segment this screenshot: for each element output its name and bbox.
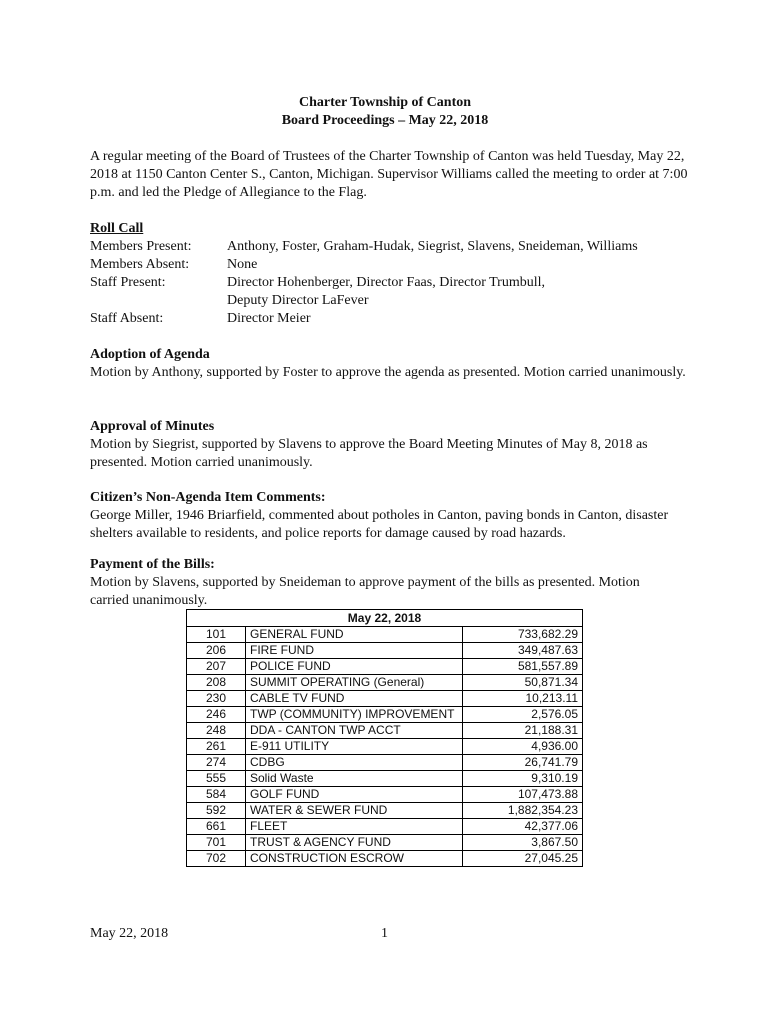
table-row [187,707,583,723]
fund-amount: 26,741.79 [463,755,583,771]
agenda-text: Motion by Anthony, supported by Foster to approve the agenda as presented. Motion carried unanimously. [90,365,686,380]
comments-text: George Miller, 1946 Briarfield, commented about potholes in Canton, paving bonds in Canton, disaster shelters available to residents, and police reports for damage caused by road hazards. [90,508,669,541]
fund-name: GENERAL FUND [246,627,463,643]
fund-name: FIRE FUND [246,643,463,659]
fund-amount: 733,682.29 [463,627,583,643]
fund-code: 584 [187,787,246,803]
table-row [187,819,583,835]
document-subtitle: Board Proceedings – May 22, 2018 [281,113,489,128]
fund-amount: 349,487.63 [463,643,583,659]
members-absent-value: None [227,257,258,272]
fund-code: 207 [187,659,246,675]
table-row [187,755,583,771]
members-present-label: Members Present: [90,239,192,254]
fund-name: E-911 UTILITY [246,739,463,755]
table-row [187,627,583,643]
bills-heading: Payment of the Bills: [90,557,215,572]
fund-code: 702 [187,851,246,867]
fund-amount: 27,045.25 [463,851,583,867]
table-row [187,851,583,867]
fund-amount: 21,188.31 [463,723,583,739]
table-row [187,691,583,707]
page-number: 1 [381,926,388,941]
minutes-heading: Approval of Minutes [90,419,215,434]
staff-absent-value: Director Meier [227,311,311,326]
fund-code: 701 [187,835,246,851]
table-row [187,723,583,739]
bills-text: Motion by Slavens, supported by Sneideman to approve payment of the bills as presented. Motion carried unanimously. [90,575,640,608]
fund-amount: 42,377.06 [463,819,583,835]
fund-code: 206 [187,643,246,659]
fund-name: CONSTRUCTION ESCROW [246,851,463,867]
fund-amount: 581,557.89 [463,659,583,675]
table-row [187,787,583,803]
bills-table-title: May 22, 2018 [187,610,583,627]
intro-paragraph: A regular meeting of the Board of Trustees of the Charter Township of Canton was held Tuesday, May 22, 2018 at 1150 Canton Center S., Canton, Michigan. Supervisor Williams called the meeting to order at 7:00 p.m. and led the Pledge of Allegiance to the Flag. [90,149,688,200]
fund-name: WATER & SEWER FUND [246,803,463,819]
fund-name: FLEET [246,819,463,835]
footer-date: May 22, 2018 [90,926,169,941]
fund-name: TWP (COMMUNITY) IMPROVEMENT [246,707,463,723]
roll-call-heading: Roll Call [90,221,144,236]
fund-name: Solid Waste [246,771,463,787]
fund-code: 101 [187,627,246,643]
fund-code: 208 [187,675,246,691]
table-row [187,643,583,659]
members-absent-label: Members Absent: [90,257,190,272]
fund-name: TRUST & AGENCY FUND [246,835,463,851]
minutes-text: Motion by Siegrist, supported by Slavens to approve the Board Meeting Minutes of May 8, 2018 as presented. Motion carried unanimously. [90,437,648,470]
fund-code: 261 [187,739,246,755]
bills-table-body [187,627,583,867]
fund-amount: 4,936.00 [463,739,583,755]
comments-heading: Citizen’s Non-Agenda Item Comments: [90,490,326,505]
staff-absent-label: Staff Absent: [90,311,164,326]
fund-amount: 9,310.19 [463,771,583,787]
fund-amount: 2,576.05 [463,707,583,723]
staff-present-value-line1: Director Hohenberger, Director Faas, Director Trumbull, [227,275,545,290]
fund-amount: 107,473.88 [463,787,583,803]
fund-name: CABLE TV FUND [246,691,463,707]
table-row [187,771,583,787]
staff-present-label: Staff Present: [90,275,166,290]
table-row [187,739,583,755]
fund-name: GOLF FUND [246,787,463,803]
fund-code: 230 [187,691,246,707]
fund-amount: 1,882,354.23 [463,803,583,819]
fund-code: 274 [187,755,246,771]
table-row [187,675,583,691]
fund-code: 592 [187,803,246,819]
fund-amount: 3,867.50 [463,835,583,851]
members-present-value: Anthony, Foster, Graham-Hudak, Siegrist, Slavens, Sneideman, Williams [227,239,638,254]
table-row [187,803,583,819]
fund-code: 661 [187,819,246,835]
staff-present-value-line2: Deputy Director LaFever [227,293,369,308]
document-title: Charter Township of Canton [298,95,472,110]
fund-code: 246 [187,707,246,723]
fund-amount: 50,871.34 [463,675,583,691]
fund-code: 555 [187,771,246,787]
fund-name: SUMMIT OPERATING (General) [246,675,463,691]
fund-name: CDBG [246,755,463,771]
fund-name: POLICE FUND [246,659,463,675]
agenda-heading: Adoption of Agenda [90,347,210,362]
fund-code: 248 [187,723,246,739]
fund-amount: 10,213.11 [463,691,583,707]
table-row [187,659,583,675]
fund-name: DDA - CANTON TWP ACCT [246,723,463,739]
table-row [187,835,583,851]
bills-table [186,609,583,867]
